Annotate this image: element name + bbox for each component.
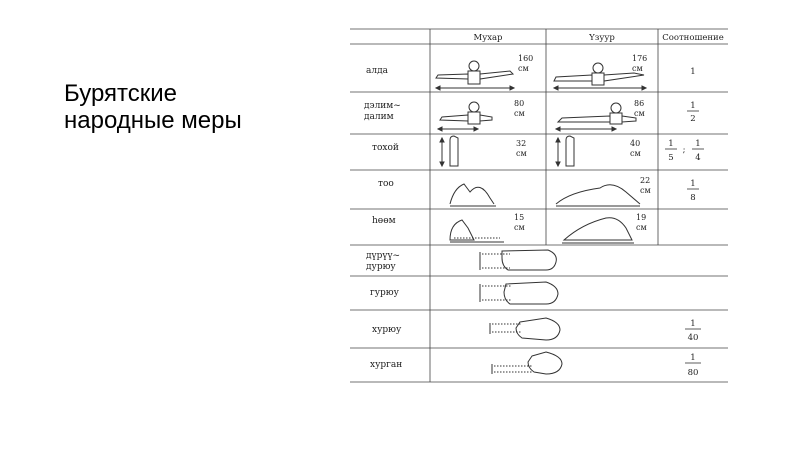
row-name-too: тоо [378, 179, 394, 189]
mukhar-alda-value: 160 [518, 54, 534, 63]
uzuur-delim-value: 86 [634, 99, 645, 108]
slide-title [64, 80, 324, 134]
mukhar-delim-unit: см [514, 109, 525, 118]
header-uzuur: Үзуур [589, 33, 615, 43]
figure-thumb-span-mukhar [450, 220, 504, 242]
ratio-denominator: 4 [695, 153, 701, 163]
measures-table [350, 28, 732, 384]
measures-table-figure [350, 28, 732, 384]
mukhar-tokhoi-unit: см [516, 149, 527, 158]
figure-arm-span-mukhar [436, 61, 514, 90]
ratio-numerator: 1 [690, 179, 696, 189]
ratio-numerator: 1 [695, 139, 701, 149]
ratio-delim-fraction [687, 101, 699, 124]
ratio-numerator: 1 [690, 319, 696, 329]
header-mukhar: Мухар [473, 33, 503, 43]
uzuur-delim-unit: см [634, 109, 645, 118]
figure-thumb-span-uzuur [562, 218, 634, 243]
figure-forearm-mukhar [440, 136, 458, 166]
figure-spread-hand-mukhar [450, 184, 496, 206]
row-name-delim: дэлим~ [364, 101, 401, 111]
row-name-tokhoi: тохой [372, 143, 399, 153]
figure-three-fingers [480, 282, 558, 304]
row-name-duruu: дурюу [366, 262, 396, 272]
mukhar-tokhoi-value: 32 [516, 139, 527, 148]
uzuur-heem-unit: см [636, 223, 647, 232]
title-line: народные меры [64, 107, 242, 134]
uzuur-alda-unit: см [632, 64, 643, 73]
ratio-denominator: 2 [690, 114, 696, 124]
figure-two-fingers [490, 318, 560, 340]
row-name-alda: алда [366, 66, 388, 76]
uzuur-too-unit: см [640, 186, 651, 195]
uzuur-tokhoi-unit: см [630, 149, 641, 158]
mukhar-alda-unit: см [518, 64, 529, 73]
ratio-denominator: 8 [690, 193, 696, 203]
uzuur-tokhoi-value: 40 [630, 139, 641, 148]
ratio-denominator: 40 [687, 333, 699, 343]
row-name-guryuu: гурюу [370, 288, 399, 298]
ratio-tokhoi-fraction [665, 139, 704, 163]
uzuur-alda-value: 176 [632, 54, 648, 63]
ratio-denominator: 80 [687, 368, 699, 378]
ratio-numerator: 1 [668, 139, 674, 149]
ratio-denominator: 5 [668, 153, 674, 163]
title-line: Бурятские [64, 80, 178, 107]
ratio-too-fraction [687, 179, 699, 203]
row-name-khurgan: хурган [370, 360, 403, 370]
mukhar-heem-value: 15 [514, 213, 525, 222]
figure-half-span-mukhar [438, 102, 492, 131]
uzuur-too-value: 22 [640, 176, 651, 185]
row-name-heem: һөөм [372, 216, 396, 226]
table-grid [350, 29, 728, 382]
figure-half-span-uzuur [556, 103, 636, 131]
figure-four-fingers [480, 250, 556, 270]
figure-one-finger [492, 352, 562, 374]
header-ratio: Соотношение [662, 33, 724, 43]
figure-forearm-uzuur [556, 136, 574, 166]
uzuur-heem-value: 19 [636, 213, 647, 222]
mukhar-heem-unit: см [514, 223, 525, 232]
figure-spread-hand-uzuur [556, 185, 640, 206]
ratio-separator: ; [682, 145, 686, 155]
row-name-khuryuu: хурюу [372, 325, 402, 335]
mukhar-delim-value: 80 [514, 99, 525, 108]
row-name-duruu: дүрүү~ [366, 251, 401, 261]
row-name-delim: далим [364, 112, 394, 122]
ratio-numerator: 1 [690, 353, 696, 363]
ratio-alda: 1 [690, 67, 696, 77]
ratio-khuryuu-fraction [685, 319, 701, 343]
ratio-numerator: 1 [690, 101, 696, 111]
ratio-khurgan-fraction [685, 353, 701, 378]
